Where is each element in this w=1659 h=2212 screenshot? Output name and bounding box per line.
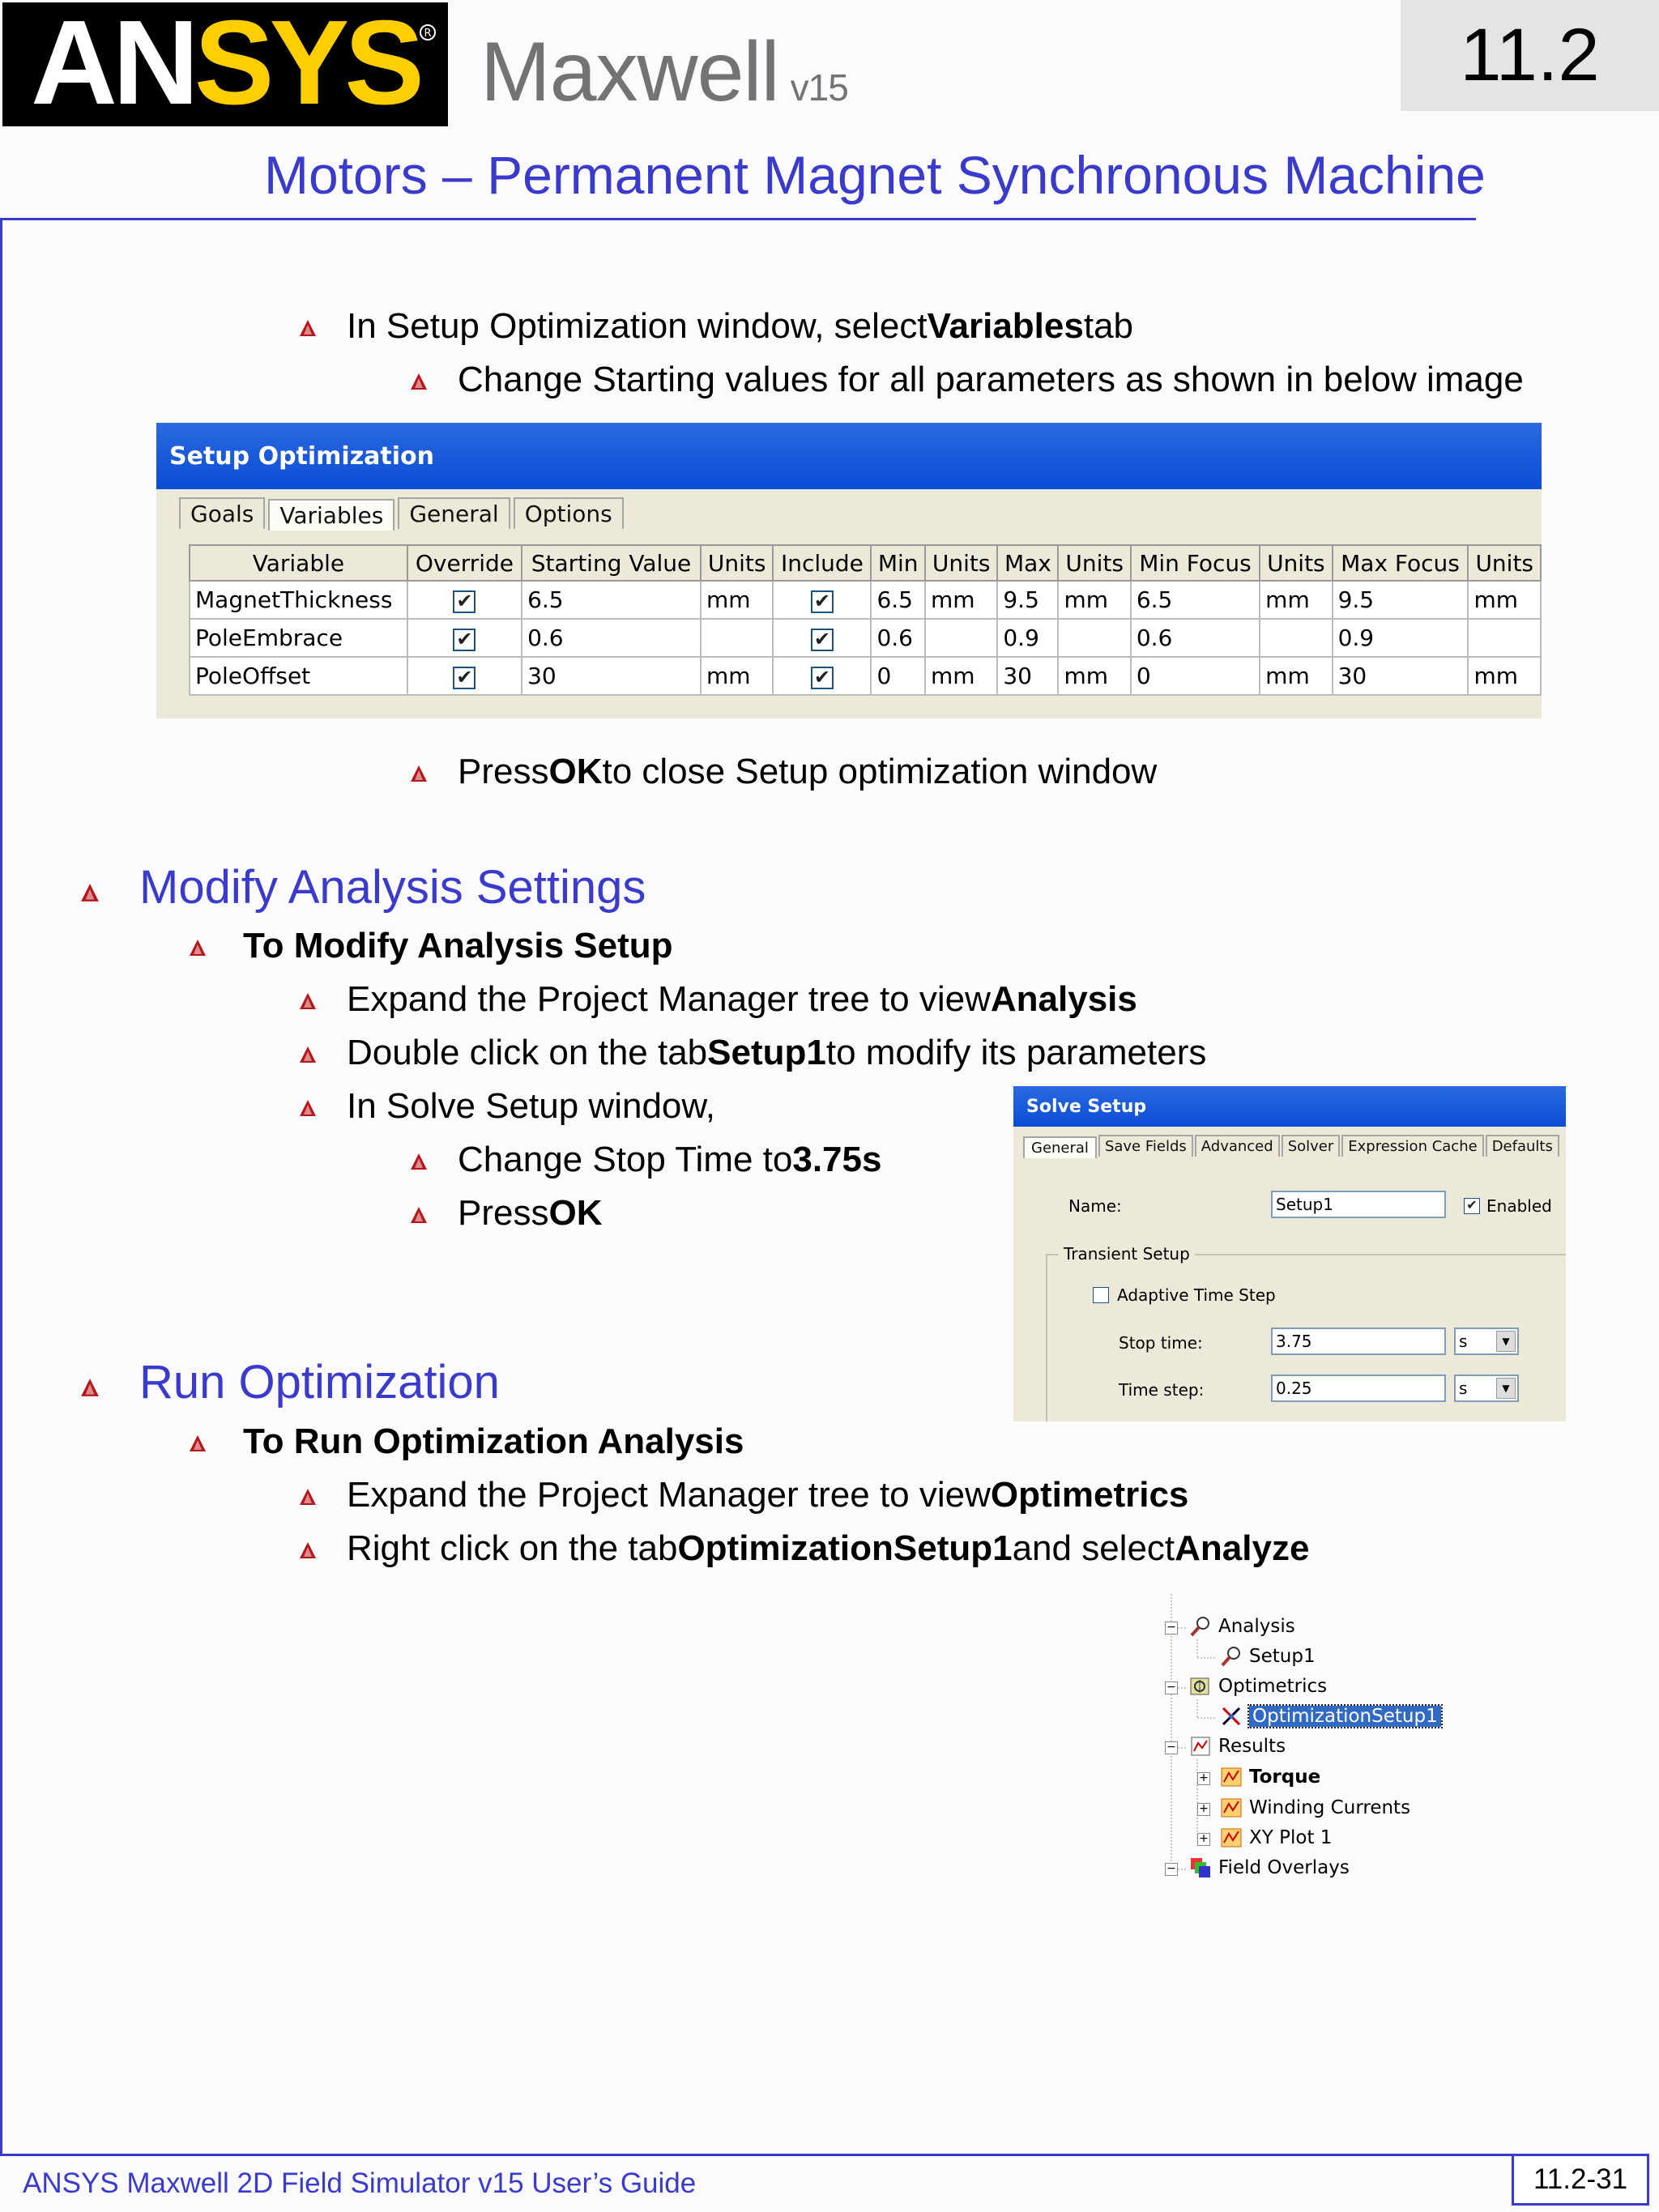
results-icon — [1189, 1735, 1212, 1758]
product-version: v15 — [790, 66, 848, 109]
bullet-text: Expand the Project Manager tree to view — [347, 1475, 991, 1515]
max-cell[interactable]: 9.5 — [997, 581, 1058, 619]
bullet-triangle-icon — [298, 979, 318, 1020]
bullet-text: Expand the Project Manager tree to view — [347, 979, 991, 1019]
solve-setup-dialog — [1013, 1086, 1566, 1421]
bullet-right-click-analyze — [298, 1528, 1309, 1569]
tree-label: Analysis — [1218, 1616, 1295, 1637]
bullet-triangle-icon — [188, 926, 207, 966]
stop-time-unit-select[interactable] — [1454, 1328, 1519, 1355]
stop-time-field[interactable]: 3.75 — [1271, 1328, 1446, 1355]
collapse-analysis-toggle[interactable]: − — [1165, 1622, 1178, 1634]
section-heading: Modify Analysis Settings — [139, 861, 646, 914]
bullet-change-stop-time — [409, 1140, 881, 1180]
bullet-triangle-icon — [409, 360, 429, 400]
tab-expression-cache[interactable]: Expression Cache — [1341, 1135, 1483, 1157]
max-focus-cell[interactable]: 30 — [1333, 657, 1469, 695]
bullet-expand-analysis — [298, 979, 1137, 1020]
bullet-bold-text: OK — [548, 1193, 603, 1233]
starting-value-cell[interactable]: 30 — [522, 657, 701, 695]
bullet-triangle-icon — [298, 306, 318, 347]
tab-general[interactable]: General — [398, 497, 510, 529]
optimization-setup-icon — [1220, 1705, 1243, 1728]
optimetrics-icon — [1189, 1675, 1212, 1698]
field-overlays-icon — [1189, 1856, 1212, 1879]
bullet-text: Press — [458, 1193, 549, 1233]
units-cell[interactable]: mm — [1260, 657, 1332, 695]
name-field[interactable]: Setup1 — [1271, 1191, 1446, 1218]
col-header[interactable]: Units — [1468, 545, 1541, 581]
tree-node-xy-plot-1[interactable] — [1220, 1826, 1332, 1849]
variable-name: PoleOffset — [190, 657, 407, 695]
tree-node-optimetrics[interactable] — [1189, 1675, 1327, 1698]
bullet-bold-text: Analyze — [1175, 1528, 1310, 1568]
tree-node-results[interactable] — [1189, 1735, 1286, 1758]
bullet-triangle-icon — [298, 1475, 318, 1515]
bullet-triangle-icon — [79, 1355, 100, 1409]
ansys-logo — [2, 2, 448, 126]
bullet-triangle-icon — [409, 1140, 429, 1180]
tree-node-winding-currents[interactable] — [1220, 1796, 1410, 1819]
col-header[interactable]: Max — [997, 545, 1058, 581]
units-cell[interactable]: mm — [1058, 581, 1130, 619]
bullet-bold-text: OK — [548, 752, 603, 791]
units-cell[interactable]: mm — [1468, 657, 1541, 695]
bullet-change-starting-values — [409, 360, 1524, 400]
override-cell — [407, 581, 522, 619]
tree-label: Torque — [1249, 1767, 1321, 1788]
chevron-down-icon[interactable]: ▼ — [1496, 1378, 1516, 1399]
dialog-title: Solve Setup — [1026, 1096, 1147, 1117]
svg-text:R: R — [424, 27, 432, 40]
min-cell[interactable]: 0 — [871, 657, 925, 695]
bullet-text: Right click on the tab — [347, 1528, 678, 1568]
max-cell[interactable]: 0.9 — [997, 619, 1058, 657]
bullet-bold-text: Optimetrics — [990, 1475, 1189, 1515]
min-focus-cell[interactable]: 0.6 — [1131, 619, 1260, 657]
chevron-down-icon[interactable]: ▼ — [1496, 1331, 1516, 1352]
col-header[interactable]: Min Focus — [1131, 545, 1260, 581]
time-step-unit-select[interactable] — [1454, 1375, 1519, 1402]
product-name: Maxwell — [480, 25, 779, 119]
units-cell[interactable]: mm — [925, 581, 997, 619]
page-title: Motors – Permanent Magnet Synchronous Machine — [264, 145, 1486, 205]
starting-value-cell[interactable]: 6.5 — [522, 581, 701, 619]
col-header[interactable]: Min — [871, 545, 925, 581]
setup-icon — [1220, 1645, 1243, 1668]
product-title — [480, 24, 848, 121]
section-run-optimization — [79, 1355, 500, 1409]
include-cell — [773, 619, 871, 657]
bullet-triangle-icon — [409, 1193, 429, 1234]
time-step-label: Time step: — [1119, 1380, 1205, 1400]
bullet-text: to modify its parameters — [825, 1033, 1207, 1072]
units-cell[interactable]: mm — [1468, 581, 1541, 619]
bullet-bold-text: Variables — [927, 306, 1084, 346]
tree-label: Field Overlays — [1218, 1857, 1350, 1878]
variables-table — [189, 544, 1542, 696]
units-cell[interactable]: mm — [701, 581, 773, 619]
min-cell[interactable]: 0.6 — [871, 619, 925, 657]
bullet-triangle-icon — [298, 1086, 318, 1127]
setup-optimization-titlebar — [156, 423, 1542, 489]
stop-time-unit: s — [1459, 1332, 1468, 1351]
logo-text-an: ANSYS — [31, 7, 420, 121]
bullet-press-ok-close — [409, 752, 1157, 792]
optimization-tabs — [179, 497, 627, 529]
include-checkbox[interactable]: ✔ — [811, 590, 834, 613]
bullet-text: to close Setup optimization window — [602, 752, 1158, 791]
col-header[interactable]: Units — [701, 545, 773, 581]
tree-label: Results — [1218, 1736, 1286, 1757]
override-checkbox[interactable]: ✔ — [453, 629, 476, 651]
tab-save-fields[interactable]: Save Fields — [1098, 1135, 1193, 1157]
bullet-triangle-icon — [409, 752, 429, 792]
tab-options[interactable]: Options — [514, 497, 624, 529]
expand-winding-toggle[interactable]: + — [1197, 1803, 1210, 1816]
units-cell[interactable]: mm — [1260, 581, 1332, 619]
tab-defaults[interactable]: Defaults — [1486, 1135, 1559, 1157]
tree-node-field-overlays[interactable] — [1189, 1856, 1350, 1879]
tab-variables[interactable]: Variables — [268, 499, 394, 531]
override-checkbox[interactable]: ✔ — [453, 667, 476, 689]
section-heading: Run Optimization — [139, 1356, 500, 1409]
plot-icon — [1220, 1796, 1243, 1819]
collapse-overlays-toggle[interactable]: − — [1165, 1863, 1178, 1876]
col-header[interactable]: Units — [1260, 545, 1332, 581]
name-label: Name: — [1068, 1196, 1122, 1216]
tab-general[interactable]: General — [1023, 1136, 1097, 1158]
units-cell[interactable]: mm — [925, 657, 997, 695]
bullet-triangle-icon — [298, 1033, 318, 1073]
enabled-label: Enabled — [1486, 1196, 1552, 1216]
footer-guide-title: ANSYS Maxwell 2D Field Simulator v15 User’s Guide — [23, 2167, 697, 2199]
stop-time-label: Stop time: — [1119, 1333, 1203, 1353]
units-cell[interactable]: mm — [1058, 657, 1130, 695]
plot-icon — [1220, 1766, 1243, 1788]
bullet-text: Change Starting values for all parameters as shown in below image — [458, 360, 1524, 399]
override-cell — [407, 619, 522, 657]
left-border — [0, 218, 2, 2155]
tree-node-analysis[interactable] — [1189, 1615, 1295, 1638]
col-header[interactable]: Max Focus — [1333, 545, 1469, 581]
col-header[interactable]: Variable — [190, 545, 407, 581]
col-header[interactable]: Starting Value — [522, 545, 701, 581]
tree-node-optimizationsetup1[interactable] — [1220, 1705, 1441, 1728]
table-row — [190, 619, 1541, 657]
starting-value-cell[interactable]: 0.6 — [522, 619, 701, 657]
solve-setup-titlebar — [1013, 1086, 1566, 1127]
table-row — [190, 657, 1541, 695]
variable-name: PoleEmbrace — [190, 619, 407, 657]
bullet-bold-text: OptimizationSetup1 — [677, 1528, 1013, 1568]
max-focus-cell[interactable]: 0.9 — [1333, 619, 1469, 657]
adaptive-time-step-label: Adaptive Time Step — [1117, 1285, 1276, 1305]
units-cell[interactable] — [1260, 619, 1332, 657]
include-checkbox[interactable]: ✔ — [811, 629, 834, 651]
transient-setup-label: Transient Setup — [1059, 1244, 1195, 1264]
bullet-double-click-setup1 — [298, 1033, 1206, 1073]
min-focus-cell[interactable]: 0 — [1131, 657, 1260, 695]
subsection-run-analysis — [188, 1421, 744, 1462]
bullet-press-ok — [409, 1193, 602, 1234]
adaptive-time-step-row[interactable] — [1093, 1285, 1276, 1305]
dialog-title: Setup Optimization — [169, 441, 435, 471]
bullet-text: Press — [458, 752, 549, 791]
tab-goals[interactable]: Goals — [179, 497, 265, 529]
variable-name: MagnetThickness — [190, 581, 407, 619]
tree-label: Optimetrics — [1218, 1676, 1328, 1697]
tree-node-setup1[interactable] — [1220, 1645, 1316, 1668]
min-focus-cell[interactable]: 6.5 — [1131, 581, 1260, 619]
tree-label: XY Plot 1 — [1249, 1827, 1333, 1848]
expand-torque-toggle[interactable]: + — [1197, 1772, 1210, 1785]
units-cell[interactable]: mm — [701, 657, 773, 695]
col-header[interactable]: Units — [1058, 545, 1130, 581]
override-cell — [407, 657, 522, 695]
col-header[interactable]: Override — [407, 545, 522, 581]
footer-divider — [0, 2154, 1515, 2156]
enabled-checkbox-row[interactable] — [1464, 1196, 1552, 1216]
bullet-bold-text: 3.75s — [792, 1140, 882, 1179]
page-number: 11.2-31 — [1512, 2154, 1649, 2206]
table-header-row — [190, 545, 1541, 581]
col-header[interactable]: Include — [773, 545, 871, 581]
bullet-text: and select — [1012, 1528, 1175, 1568]
plot-icon — [1220, 1826, 1243, 1849]
min-cell[interactable]: 6.5 — [871, 581, 925, 619]
project-manager-tree — [1150, 1594, 1442, 1894]
collapse-results-toggle[interactable]: − — [1165, 1741, 1178, 1754]
include-cell — [773, 657, 871, 695]
adaptive-time-step-checkbox[interactable] — [1093, 1287, 1109, 1303]
bullet-text: In Setup Optimization window, select — [347, 306, 928, 346]
bullet-solve-setup-window — [298, 1086, 715, 1127]
include-checkbox[interactable]: ✔ — [811, 667, 834, 689]
bullet-text: Double click on the tab — [347, 1033, 708, 1072]
bullet-text: tab — [1083, 306, 1134, 346]
setup-optimization-dialog — [156, 423, 1542, 718]
tree-node-torque[interactable] — [1220, 1766, 1320, 1788]
enabled-checkbox[interactable]: ✔ — [1464, 1198, 1480, 1214]
bullet-expand-optimetrics — [298, 1475, 1188, 1515]
solve-setup-tabs — [1023, 1135, 1561, 1157]
units-cell[interactable] — [701, 619, 773, 657]
units-cell[interactable] — [1058, 619, 1130, 657]
tree-label: Setup1 — [1249, 1646, 1316, 1667]
bullet-triangle-icon — [188, 1421, 207, 1462]
include-cell — [773, 581, 871, 619]
collapse-optimetrics-toggle[interactable]: − — [1165, 1681, 1178, 1694]
chapter-number: 11.2 — [1401, 0, 1659, 111]
bullet-bold-text: Setup1 — [707, 1033, 826, 1072]
subsection-modify-setup — [188, 926, 673, 966]
section-modify-analysis — [79, 860, 646, 914]
col-header[interactable]: Units — [925, 545, 997, 581]
override-checkbox[interactable]: ✔ — [453, 590, 476, 613]
units-cell[interactable] — [925, 619, 997, 657]
bullet-triangle-icon — [79, 860, 100, 914]
units-cell[interactable] — [1468, 619, 1541, 657]
bullet-bold-text: Analysis — [990, 979, 1137, 1019]
bullet-triangle-icon — [298, 1528, 318, 1569]
expand-xyplot-toggle[interactable]: + — [1197, 1833, 1210, 1846]
bullet-select-variables-tab — [298, 306, 1133, 347]
analysis-icon — [1189, 1615, 1212, 1638]
tree-label-selected: OptimizationSetup1 — [1249, 1706, 1441, 1727]
tab-advanced[interactable]: Advanced — [1195, 1135, 1280, 1157]
table-row — [190, 581, 1541, 619]
tab-solver[interactable]: Solver — [1282, 1135, 1341, 1157]
max-focus-cell[interactable]: 9.5 — [1333, 581, 1469, 619]
subsection-heading: To Modify Analysis Setup — [243, 926, 673, 965]
header-divider — [0, 218, 1476, 220]
subsection-heading: To Run Optimization Analysis — [243, 1421, 744, 1461]
time-step-unit: s — [1459, 1379, 1468, 1398]
time-step-field[interactable]: 0.25 — [1271, 1375, 1446, 1402]
bullet-text: Change Stop Time to — [458, 1140, 793, 1179]
tree-label: Winding Currents — [1249, 1797, 1411, 1818]
bullet-text: In Solve Setup window, — [347, 1086, 715, 1126]
max-cell[interactable]: 30 — [997, 657, 1058, 695]
